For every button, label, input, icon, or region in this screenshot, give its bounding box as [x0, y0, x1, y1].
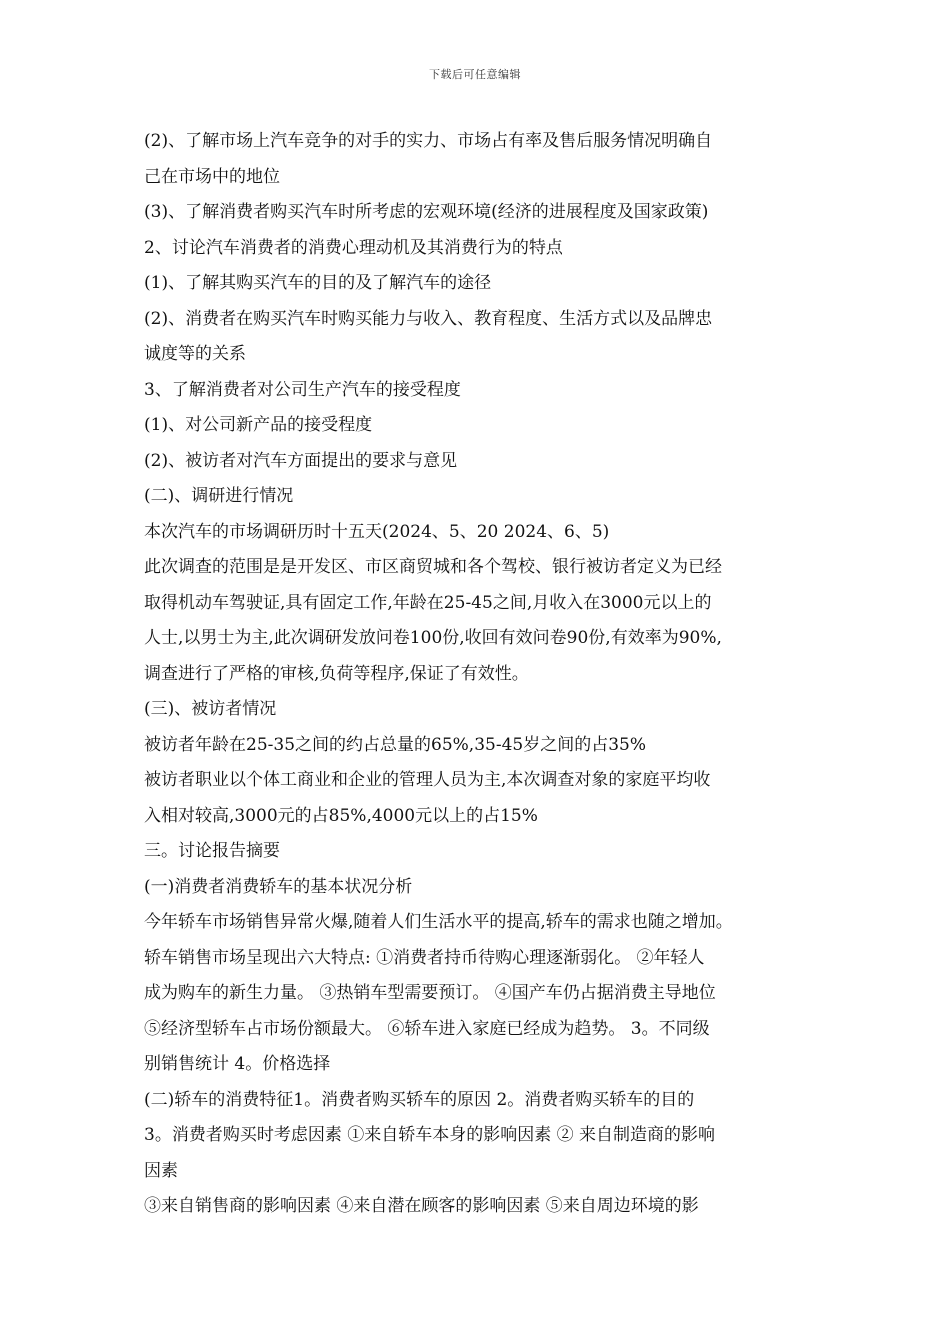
text-line: 别销售统计 4。价格选择	[144, 1054, 331, 1074]
text-line: 今年轿车市场销售异常火爆,随着人们生活水平的提高,轿车的需求也随之增加。	[144, 912, 733, 932]
text-line: (1)、对公司新产品的接受程度	[144, 415, 373, 435]
text-line: 被访者职业以个体工商业和企业的管理人员为主,本次调查对象的家庭平均收	[144, 770, 711, 790]
text-line: (二)轿车的消费特征1。消费者购买轿车的原因 2。消费者购买轿车的目的	[144, 1089, 695, 1110]
text-line: (一)消费者消费轿车的基本状况分析	[144, 876, 413, 897]
text-line: ⑤经济型轿车占市场份额最大。 ⑥轿车进入家庭已经成为趋势。 3。不同级	[144, 1018, 710, 1039]
text-line: 人士,以男士为主,此次调研发放问卷100份,收回有效问卷90份,有效率为90%,	[144, 628, 722, 648]
text-line: 取得机动车驾驶证,具有固定工作,年龄在25-45之间,月收入在3000元以上的	[144, 592, 712, 613]
text-line: 此次调查的范围是是开发区、市区商贸城和各个驾校、银行被访者定义为已经	[144, 557, 722, 577]
text-line: 调查进行了严格的审核,负荷等程序,保证了有效性。	[144, 663, 529, 684]
text-line: 被访者年龄在25-35之间的约占总量的65%,35-45岁之间的占35%	[144, 734, 646, 755]
text-line: 己在市场中的地位	[144, 166, 280, 187]
text-line: (2)、消费者在购买汽车时购买能力与收入、教育程度、生活方式以及品牌忠	[144, 308, 713, 329]
text-line: 诚度等的关系	[144, 344, 246, 364]
text-line: (2)、了解市场上汽车竞争的对手的实力、市场占有率及售后服务情况明确自	[144, 131, 713, 151]
text-line: (三)、被访者情况	[144, 699, 277, 719]
text-line: (1)、了解其购买汽车的目的及了解汽车的途径	[144, 273, 492, 293]
page-header: 下载后可任意编辑	[429, 68, 521, 81]
document-body	[144, 124, 810, 1225]
text-line: (3)、了解消费者购买汽车时所考虑的宏观环境(经济的进展程度及国家政策)	[144, 202, 709, 222]
text-line: 三。讨论报告摘要	[144, 841, 280, 861]
text-line: 成为购车的新生力量。 ③热销车型需要预订。 ④国产车仍占据消费主导地位	[144, 983, 716, 1003]
text-line: 入相对较高,3000元的占85%,4000元以上的占15%	[144, 805, 538, 826]
text-line: (二)、调研进行情况	[144, 486, 294, 506]
text-line: ③来自销售商的影响因素 ④来自潜在顾客的影响因素 ⑤来自周边环境的影	[144, 1196, 699, 1216]
text-line: 因素	[144, 1160, 178, 1181]
text-line: (2)、被访者对汽车方面提出的要求与意见	[144, 450, 458, 471]
text-line: 本次汽车的市场调研历时十五天(2024、5、20 2024、6、5)	[144, 521, 610, 542]
text-line: 轿车销售市场呈现出六大特点: ①消费者持币待购心理逐渐弱化。 ②年轻人	[144, 947, 705, 968]
text-line: 3。消费者购买时考虑因素 ①来自轿车本身的影响因素 ② 来自制造商的影响	[144, 1125, 716, 1145]
text-line: 2、讨论汽车消费者的消费心理动机及其消费行为的特点	[144, 237, 563, 258]
text-line: 3、了解消费者对公司生产汽车的接受程度	[144, 379, 461, 400]
